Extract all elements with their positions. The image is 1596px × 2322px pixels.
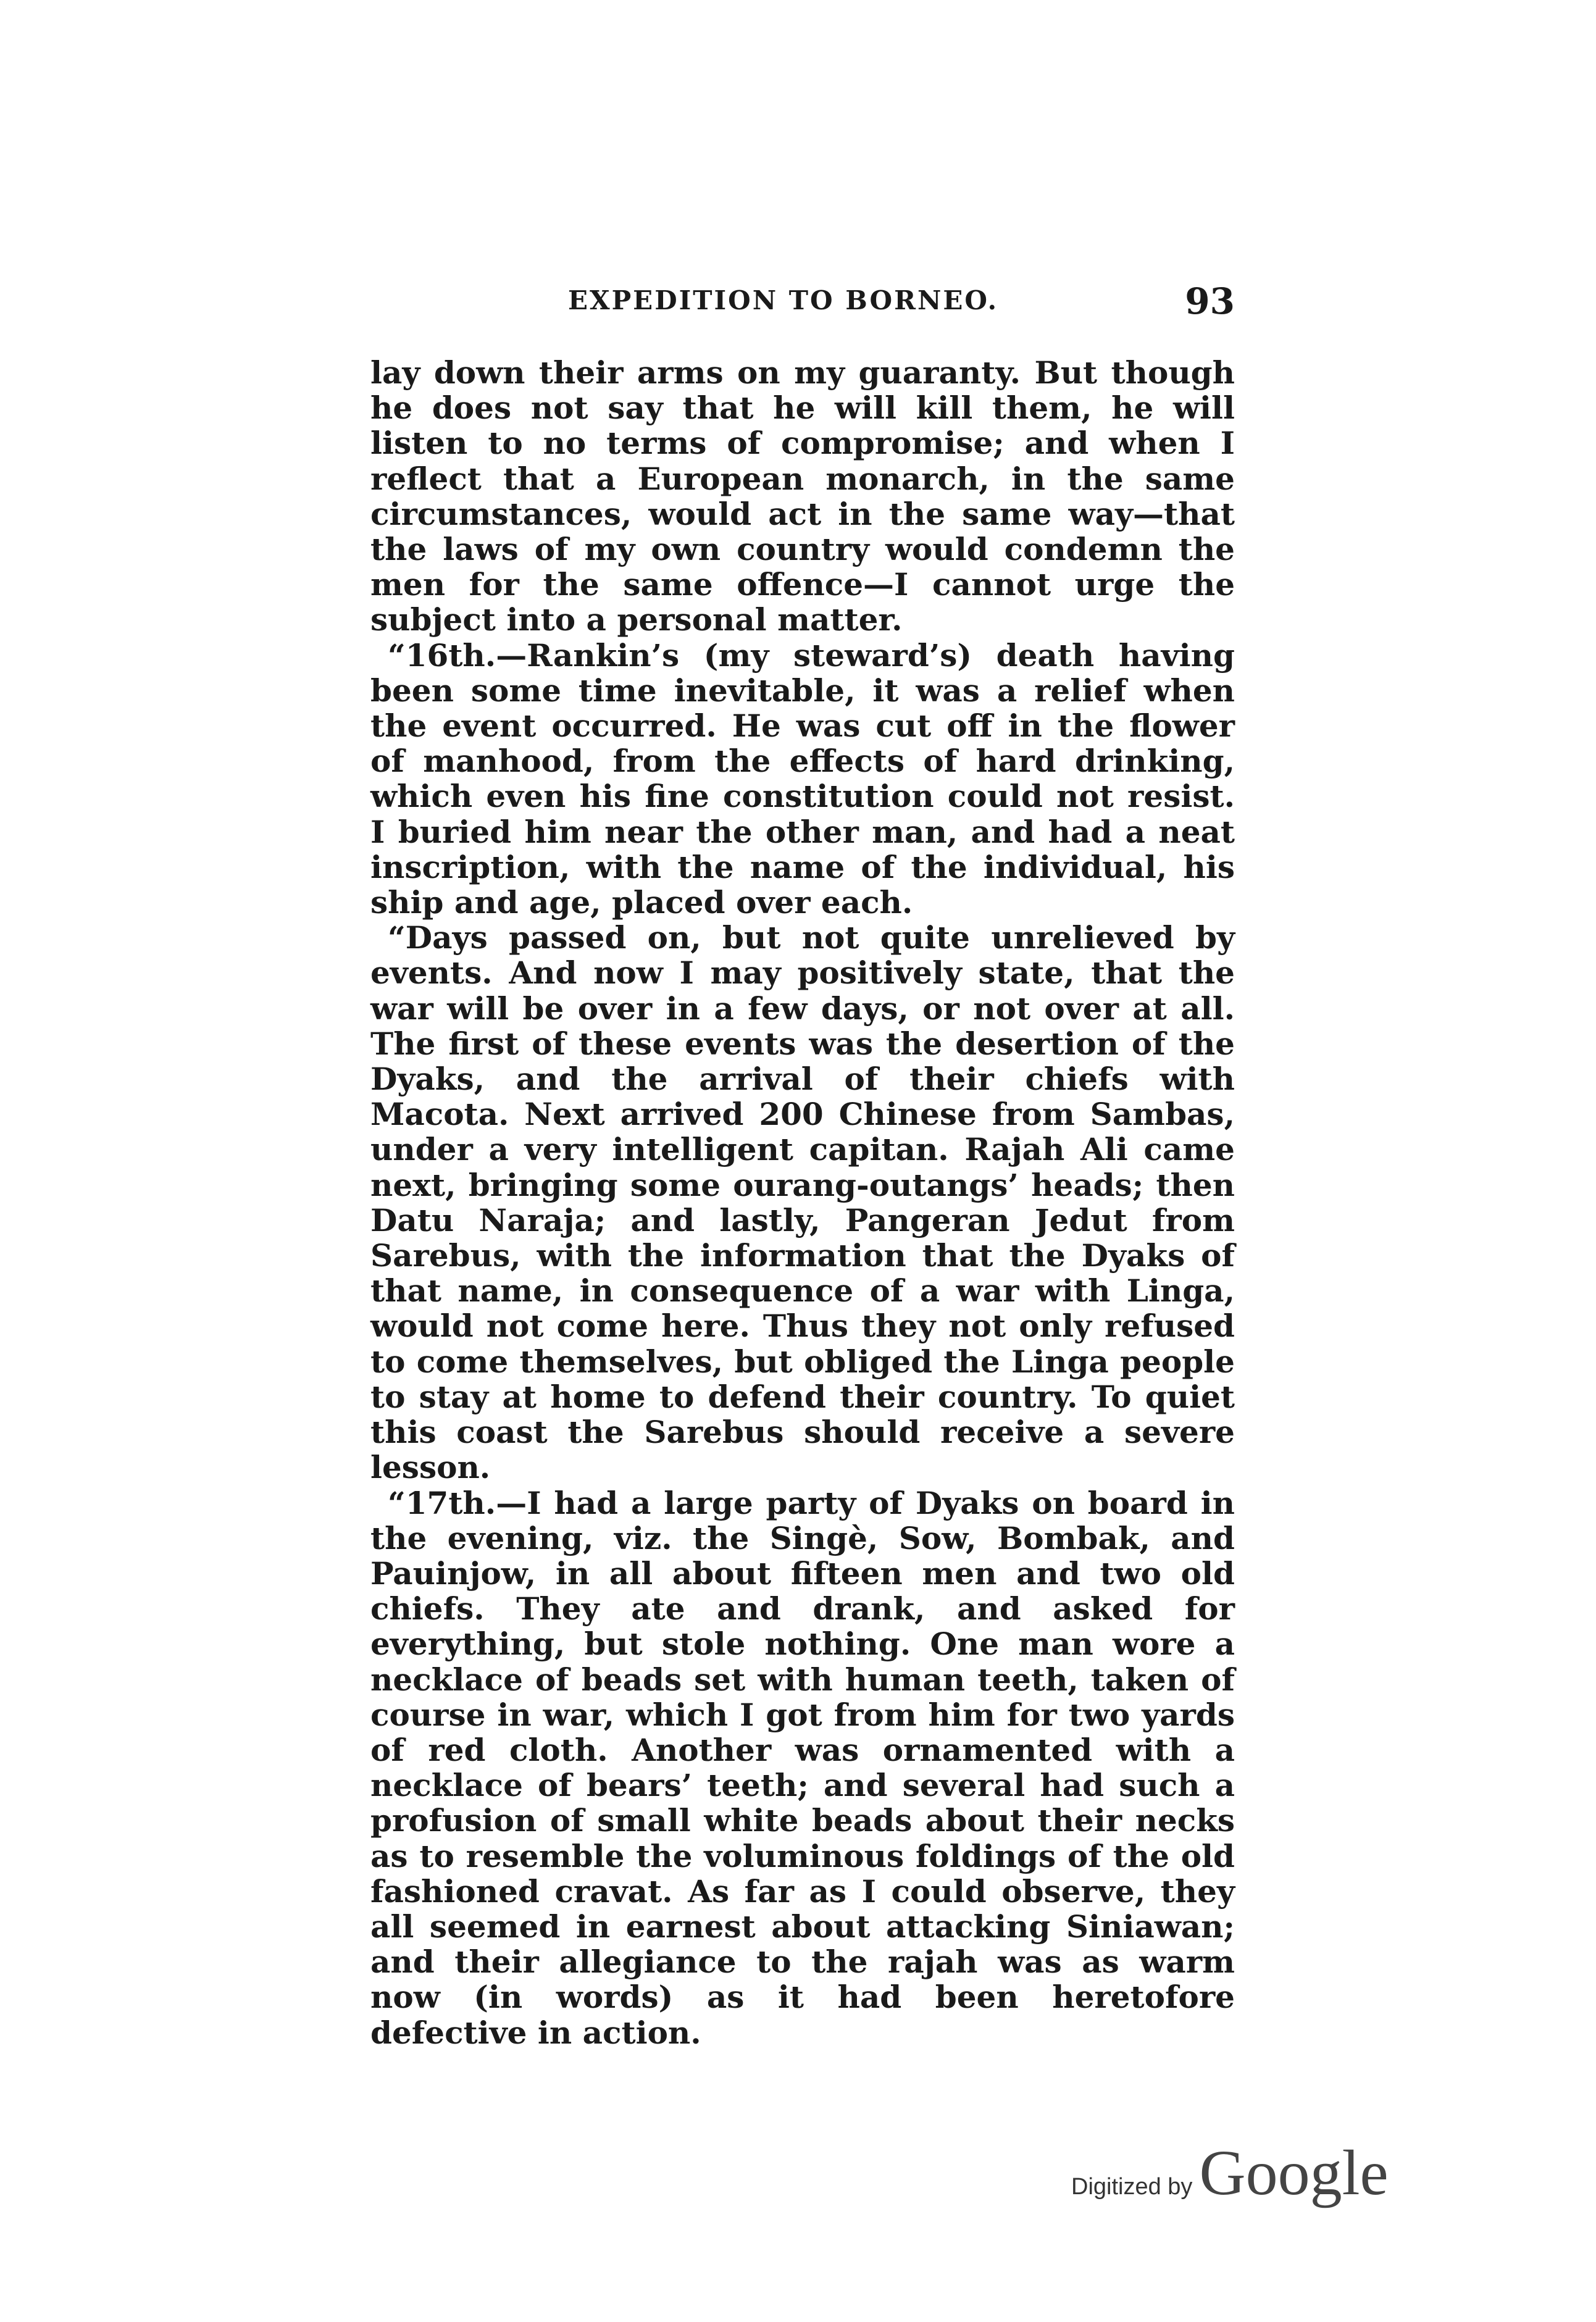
paragraph-2: “16th.—Rankin’s (my steward’s) death having been some time inevitable, it was a relief when the event occurred. He was cut off in the flower of manhood, from the effects of hard drinking, which even his fine constitution could not resist. I buried him near the other man, and had a neat inscription, with the name of the individual, his ship and age, placed over each. (370, 637, 1235, 921)
google-logo: Google (1199, 2137, 1389, 2208)
page-header (370, 280, 1235, 328)
running-title: EXPEDITION TO BORNEO. (568, 285, 999, 315)
page-number: 93 (1185, 280, 1235, 322)
paragraph-3: “Days passed on, but not quite unrelieved by events. And now I may positively state, that the war will be over in a few days, or not over at all. The first of these events was the desertion of the Dyaks, and the arrival of their chiefs with Macota. Next arrived 200 Chinese from Sambas, under a very intelligent capitan. Rajah Ali came next, bringing some ourang-outangs’ heads; then Datu Naraja; and lastly, Pangeran Jedut from Sarebus, with the information that the Dyaks of that name, in consequence of a war with Linga, would not come here. Thus they not only refused to come themselves, but obliged the Linga people to stay at home to defend their country. To quiet this coast the Sarebus should receive a severe lesson. (370, 919, 1235, 1486)
body-text (370, 355, 1235, 2050)
digitized-by-google-watermark (1071, 2136, 1389, 2210)
paragraph-4: “17th.—I had a large party of Dyaks on board in the evening, viz. the Singè, Sow, Bombak, and Pauinjow, in all about fifteen men and two old chiefs. They ate and drank, and asked for everything, but stole nothing. One man wore a necklace of beads set with human teeth, taken of course in war, which I got from him for two yards of red cloth. Another was ornamented with a necklace of bears’ teeth; and several had such a profusion of small white beads about their necks as to resemble the voluminous foldings of the old fashioned cravat. As far as I could observe, they all seemed in earnest about attacking Siniawan; and their allegiance to the rajah was as warm now (in words) as it had been heretofore defective in action. (370, 1484, 1235, 2051)
paragraph-1: lay down their arms on my guaranty. But though he does not say that he will kill them, he will listen to no terms of compromise; and when I reflect that a European monarch, in the same circumstances, would act in the same way—that the laws of my own country would condemn the men for the same offence—I cannot urge the subject into a personal matter. (370, 354, 1235, 638)
watermark-prefix: Digitized by (1071, 2174, 1193, 2200)
